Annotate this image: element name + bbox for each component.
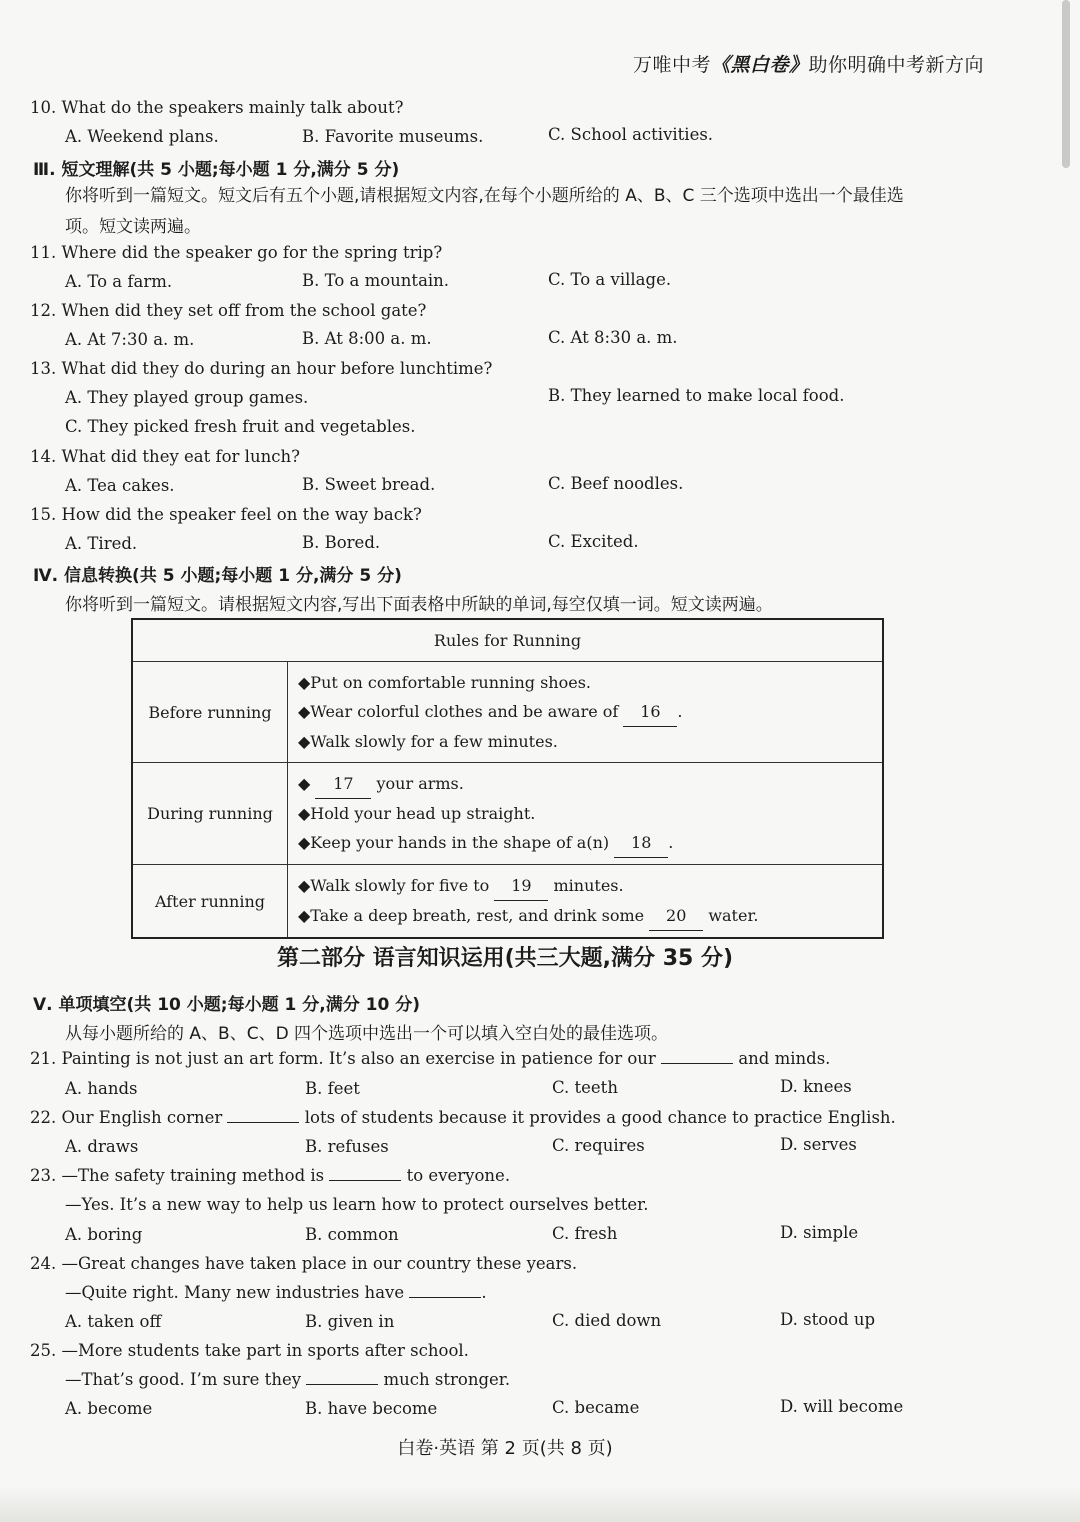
- question-21-option-a: A. hands: [65, 1079, 138, 1098]
- question-23-text: 23. —The safety training method is: [30, 1166, 330, 1185]
- blank-17[interactable]: 17: [315, 769, 371, 799]
- stage-during-running: During running: [132, 763, 288, 865]
- question-23-reply: —Yes. It’s a new way to help us learn how to protect ourselves better.: [65, 1195, 649, 1214]
- question-25-text-end: much stronger.: [378, 1370, 511, 1389]
- question-24-stem: 24. —Great changes have taken place in our country these years.: [30, 1254, 578, 1273]
- question-25-reply: [65, 1370, 510, 1389]
- question-10-option-c: C. School activities.: [548, 125, 714, 144]
- question-24-blank[interactable]: [409, 1283, 481, 1298]
- scrollbar-thumb[interactable]: [1062, 0, 1070, 168]
- during-rule-1-bullet: ◆: [298, 774, 316, 793]
- question-22-option-d: D. serves: [780, 1135, 857, 1154]
- question-23-stem: [30, 1166, 510, 1185]
- question-11-option-b: B. To a mountain.: [302, 271, 450, 290]
- question-12-option-a: A. At 7:30 a. m.: [65, 330, 195, 349]
- during-rule-3-text: ◆Keep your hands in the shape of a(n): [298, 833, 615, 852]
- header-brand: 《黑白卷》: [710, 54, 809, 76]
- question-15-option-a: A. Tired.: [65, 534, 138, 553]
- question-10-option-b: B. Favorite museums.: [302, 127, 484, 146]
- question-11-option-c: C. To a village.: [548, 270, 672, 289]
- question-13-option-b: B. They learned to make local food.: [548, 386, 845, 405]
- question-14-option-a: A. Tea cakes.: [65, 476, 175, 495]
- question-23-option-d: D. simple: [780, 1223, 859, 1242]
- question-21-option-d: D. knees: [780, 1077, 852, 1096]
- after-rule-2-text: ◆Take a deep breath, rest, and drink some: [298, 906, 650, 925]
- after-rule-1: [298, 871, 882, 901]
- question-23-option-b: B. common: [305, 1225, 399, 1244]
- page-footer: 白卷·英语 第 2 页(共 8 页): [397, 1438, 613, 1459]
- section-3-instructions-2: 项。短文读两遍。: [65, 217, 201, 237]
- question-11-stem: 11. Where did the speaker go for the spring trip?: [30, 243, 443, 262]
- after-running-rules: [288, 865, 884, 939]
- header-prefix: 万唯中考: [632, 54, 711, 76]
- question-13-option-a: A. They played group games.: [65, 388, 309, 407]
- before-rule-2: [298, 697, 882, 727]
- question-12-stem: 12. When did they set off from the school gate?: [30, 301, 427, 320]
- after-rule-2: [298, 901, 882, 931]
- question-11-option-a: A. To a farm.: [65, 272, 173, 291]
- question-22-stem: [30, 1108, 896, 1127]
- stage-before-running: Before running: [132, 662, 288, 763]
- section-5-instructions: 从每小题所给的 A、B、C、D 四个选项中选出一个可以填入空白处的最佳选项。: [65, 1024, 669, 1044]
- question-23-option-a: A. boring: [65, 1225, 143, 1244]
- question-22-option-a: A. draws: [65, 1137, 139, 1156]
- question-21-blank[interactable]: [661, 1049, 733, 1064]
- question-13-option-c: C. They picked fresh fruit and vegetables.: [65, 417, 416, 436]
- blank-20[interactable]: 20: [649, 901, 703, 931]
- question-24-option-d: D. stood up: [780, 1310, 876, 1329]
- rules-table: [131, 618, 884, 939]
- section-3-title: Ⅲ. 短文理解(共 5 小题;每小题 1 分,满分 5 分): [33, 160, 400, 180]
- section-3-instructions-1: 你将听到一篇短文。短文后有五个小题,请根据短文内容,在每个小题所给的 A、B、C 三个选项中选出一个最佳选: [65, 186, 904, 206]
- question-14-option-c: C. Beef noodles.: [548, 474, 684, 493]
- question-25-option-c: C. became: [552, 1398, 640, 1417]
- page-header: [633, 50, 984, 77]
- question-12-option-c: C. At 8:30 a. m.: [548, 328, 678, 347]
- question-23-option-c: C. fresh: [552, 1224, 618, 1243]
- question-23-blank[interactable]: [329, 1166, 401, 1181]
- question-14-option-b: B. Sweet bread.: [302, 475, 436, 494]
- question-14-stem: 14. What did they eat for lunch?: [30, 447, 300, 466]
- section-5-title: Ⅴ. 单项填空(共 10 小题;每小题 1 分,满分 10 分): [33, 995, 420, 1015]
- question-25-blank[interactable]: [306, 1370, 378, 1385]
- blank-16[interactable]: 16: [623, 697, 677, 727]
- blank-18[interactable]: 18: [614, 828, 668, 858]
- rules-table-title: Rules for Running: [132, 619, 883, 662]
- question-24-text-end: .: [481, 1283, 487, 1302]
- question-24-option-c: C. died down: [552, 1311, 662, 1330]
- question-21-stem: [30, 1049, 830, 1068]
- question-25-text: —That’s good. I’m sure they: [65, 1370, 307, 1389]
- question-24-option-b: B. given in: [305, 1312, 395, 1331]
- section-4-instructions: 你将听到一篇短文。请根据短文内容,写出下面表格中所缺的单词,每空仅填一词。短文读两遍。: [65, 595, 773, 615]
- before-rule-3: ◆Walk slowly for a few minutes.: [298, 732, 558, 751]
- question-15-option-b: B. Bored.: [302, 533, 381, 552]
- question-25-option-b: B. have become: [305, 1399, 438, 1418]
- question-24-option-a: A. taken off: [65, 1312, 162, 1331]
- after-rule-2-end: water.: [703, 906, 759, 925]
- before-rule-2-text: ◆Wear colorful clothes and be aware of: [298, 702, 624, 721]
- blank-19[interactable]: 19: [494, 871, 548, 901]
- during-rule-1-text: your arms.: [371, 774, 464, 793]
- during-rule-3: [298, 828, 882, 858]
- question-15-stem: 15. How did the speaker feel on the way back?: [30, 505, 422, 524]
- page-bottom-edge: [0, 1486, 1080, 1522]
- after-rule-1-text: ◆Walk slowly for five to: [298, 876, 495, 895]
- header-suffix: 助你明确中考新方向: [808, 54, 984, 76]
- question-21-text-end: and minds.: [733, 1049, 831, 1068]
- question-22-option-b: B. refuses: [305, 1137, 389, 1156]
- question-25-option-d: D. will become: [780, 1397, 904, 1416]
- question-22-text-end: lots of students because it provides a good chance to practice English.: [299, 1108, 896, 1127]
- during-rule-2: ◆Hold your head up straight.: [298, 804, 536, 823]
- question-12-option-b: B. At 8:00 a. m.: [302, 329, 432, 348]
- question-23-text-end: to everyone.: [401, 1166, 511, 1185]
- stage-after-running: After running: [132, 865, 288, 939]
- question-22-option-c: C. requires: [552, 1136, 645, 1155]
- question-21-option-b: B. feet: [305, 1079, 360, 1098]
- before-running-rules: [288, 662, 884, 763]
- question-21-option-c: C. teeth: [552, 1078, 618, 1097]
- question-25-stem: 25. —More students take part in sports after school.: [30, 1341, 469, 1360]
- before-rule-1: ◆Put on comfortable running shoes.: [298, 673, 591, 692]
- section-4-title: Ⅳ. 信息转换(共 5 小题;每小题 1 分,满分 5 分): [33, 566, 402, 586]
- question-22-text: 22. Our English corner: [30, 1108, 228, 1127]
- before-rule-2-end: .: [677, 702, 683, 721]
- question-24-reply: [65, 1283, 487, 1302]
- question-24-text: —Quite right. Many new industries have: [65, 1283, 410, 1302]
- question-13-stem: 13. What did they do during an hour before lunchtime?: [30, 359, 493, 378]
- during-rule-1: [298, 769, 882, 799]
- during-running-rules: [288, 763, 884, 865]
- question-10-stem: 10. What do the speakers mainly talk about?: [30, 98, 404, 117]
- part-2-title: 第二部分 语言知识运用(共三大题,满分 35 分): [276, 946, 734, 971]
- during-rule-3-end: .: [668, 833, 674, 852]
- question-10-option-a: A. Weekend plans.: [65, 127, 219, 146]
- question-25-option-a: A. become: [65, 1399, 153, 1418]
- after-rule-1-end: minutes.: [548, 876, 624, 895]
- question-22-blank[interactable]: [227, 1108, 299, 1123]
- question-21-text: 21. Painting is not just an art form. It’s also an exercise in patience for our: [30, 1049, 662, 1068]
- question-15-option-c: C. Excited.: [548, 532, 639, 551]
